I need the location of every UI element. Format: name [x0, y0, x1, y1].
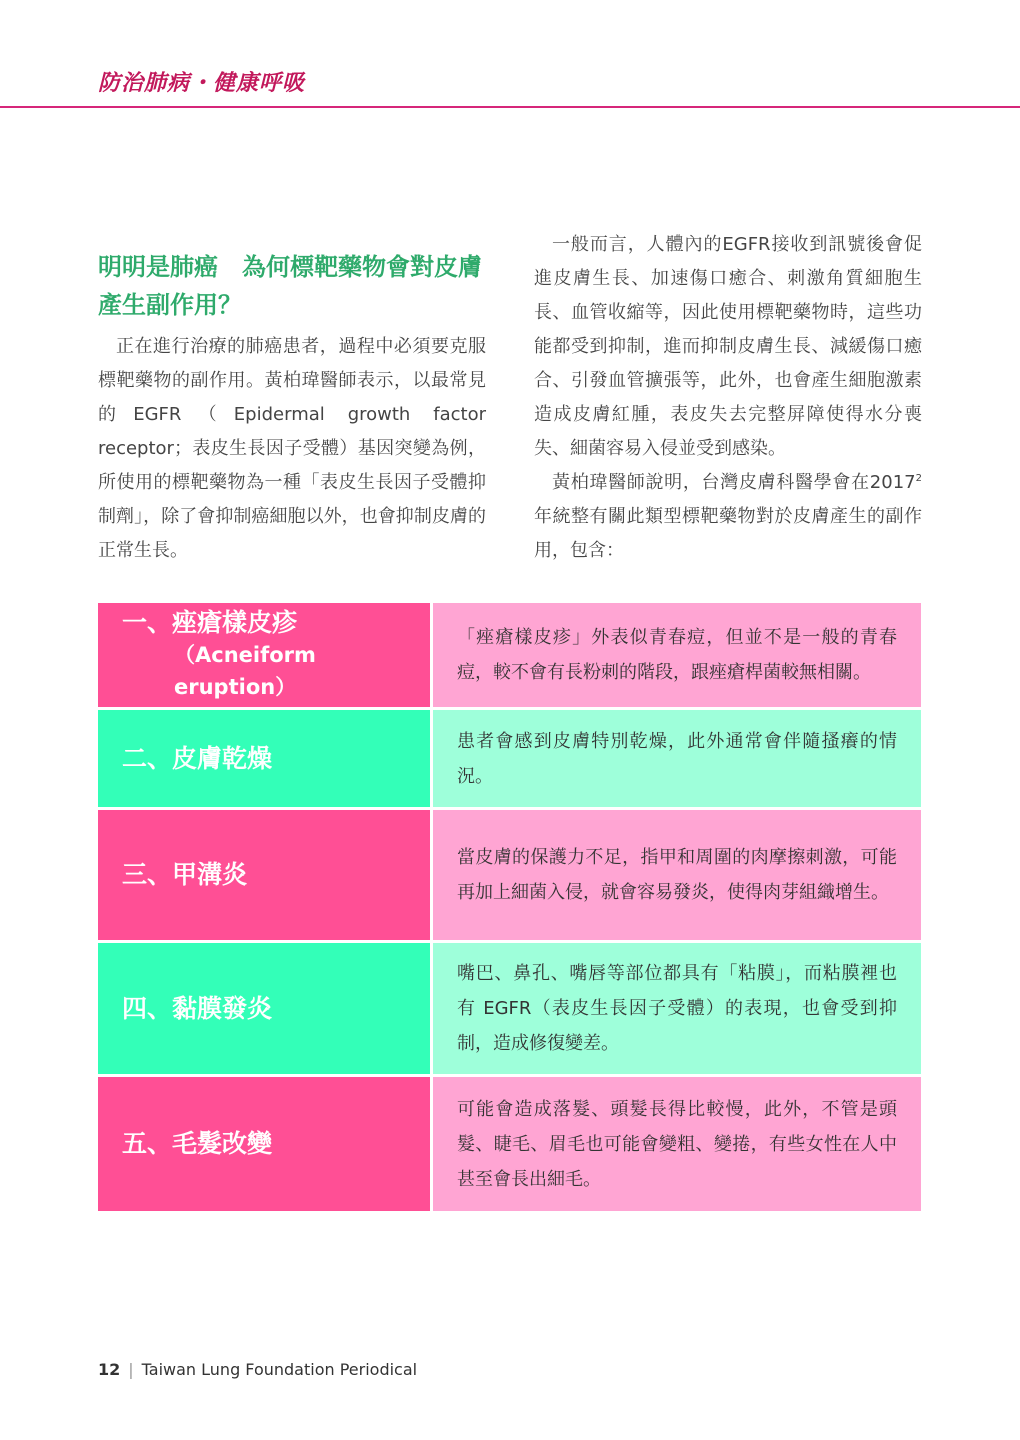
row-description: 當皮膚的保護力不足，指甲和周圍的肉摩擦刺激，可能再加上細菌入侵，就會容易發炎，使得肉芽組織增生。 [433, 810, 921, 940]
right-paragraph-1: 一般而言，人體內的EGFR接收到訊號後會促進皮膚生長、加速傷口癒合、刺激角質細胞生長、血管收縮等，因此使用標靶藥物時，這些功能都受到抑制，進而抑制皮膚生長、減緩傷口癒合、引發血管擴張等，此外，也會產生細胞激素造成皮膚紅腫，表皮失去完整屏障使得水分喪失、細菌容易入侵並受到感染。 [534, 234, 922, 459]
side-effects-table [98, 603, 921, 1214]
row-label-english: （Acneiform eruption） [174, 643, 316, 699]
left-paragraph: 正在進行治療的肺癌患者，過程中必須要克服標靶藥物的副作用。黃柏瑋醫師表示，以最常見的EGFR（Epidermal growth factor receptor；表皮生長因子受體）基因突變為例，所使用的標靶藥物為一種「表皮生長因子受體抑制劑」，除了會抑制癌細胞以外，也會抑制皮膚的正常生長。 [98, 336, 486, 561]
row-description: 嘴巴、鼻孔、嘴唇等部位都具有「粘膜」，而粘膜裡也有 EGFR（表皮生長因子受體）的表現，也會受到抑制，造成修復變差。 [433, 943, 921, 1074]
table-row [98, 810, 921, 940]
publication-name: Taiwan Lung Foundation Periodical [141, 1360, 418, 1379]
row-description: 可能會造成落髮、頭髮長得比較慢，此外，不管是頭髮、睫毛、眉毛也可能會變粗、變捲，有些女性在人中甚至會長出細毛。 [433, 1077, 921, 1211]
row-label: 三、甲溝炎 [98, 810, 430, 940]
page-footer [98, 1360, 417, 1379]
right-paragraph-2-start: 黃柏瑋醫師說明，台灣皮膚科醫學會在2017 [552, 472, 916, 493]
right-paragraph-2-rest: 年統整有關此類型標靶藥物對於皮膚產生的副作用，包含： [534, 506, 922, 561]
section-heading: 明明是肺癌 為何標靶藥物會對皮膚產生副作用？ [98, 253, 482, 319]
right-column [534, 228, 922, 568]
row-label [98, 603, 430, 707]
row-label: 四、黏膜發炎 [98, 943, 430, 1074]
row-label: 二、皮膚乾燥 [98, 710, 430, 807]
table-row [98, 710, 921, 807]
row-description: 「痤瘡樣皮疹」外表似青春痘，但並不是一般的青春痘，較不會有長粉刺的階段，跟痤瘡桿菌較無相關。 [433, 603, 921, 707]
footnote-ref: 2 [915, 473, 922, 484]
row-description: 患者會感到皮膚特別乾燥，此外通常會伴隨搔癢的情況。 [433, 710, 921, 807]
running-header-title: 防治肺病・健康呼吸 [98, 70, 306, 96]
table-row [98, 943, 921, 1074]
header-divider [0, 106, 1020, 108]
row-label-text: 一、痤瘡樣皮疹 [122, 608, 298, 637]
table-row [98, 1077, 921, 1211]
left-column [98, 248, 486, 568]
table-row [98, 603, 921, 707]
page-number: 12 [98, 1360, 121, 1379]
footer-separator: | [128, 1360, 134, 1379]
right-paragraph-2 [534, 466, 922, 568]
row-label: 五、毛髮改變 [98, 1077, 430, 1211]
